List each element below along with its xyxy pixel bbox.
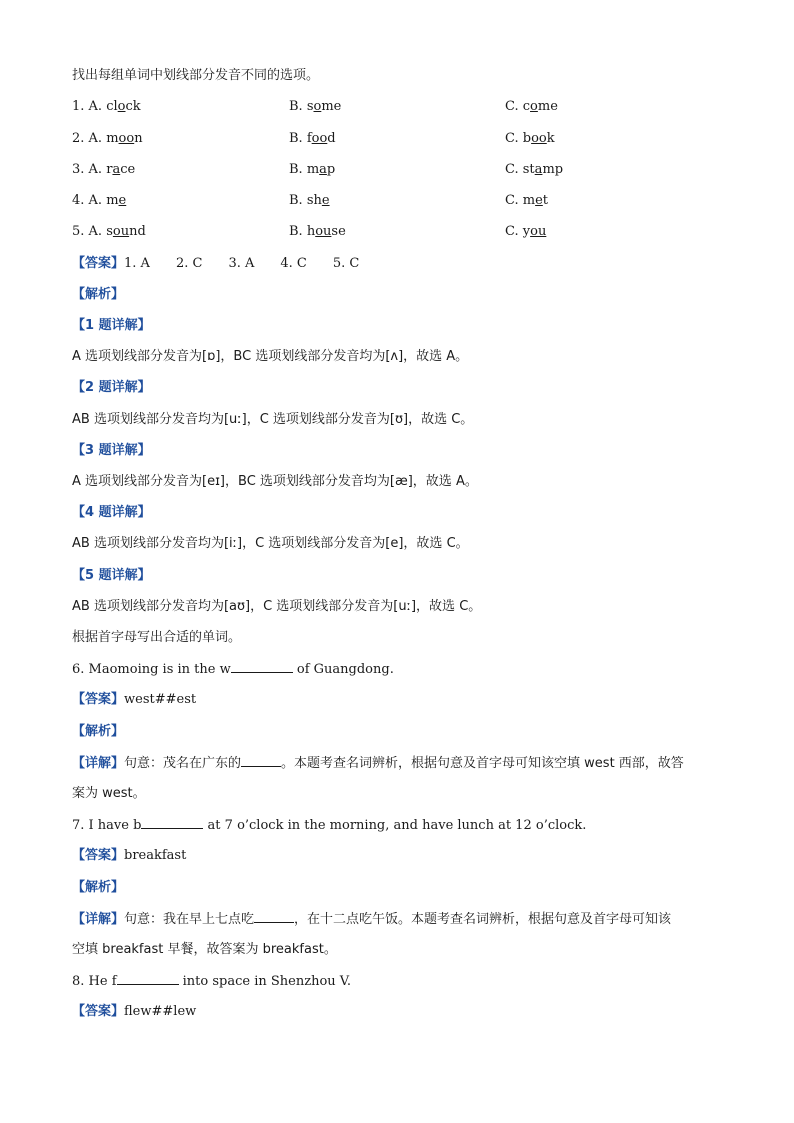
underlined-part: o [313, 99, 322, 114]
option-word [106, 193, 126, 208]
word-prefix: sh [306, 193, 322, 208]
word-suffix: k [546, 131, 555, 146]
word-prefix: c [522, 99, 531, 114]
option-word [307, 131, 336, 146]
q6-detail-tag: 【详解】 [72, 756, 125, 771]
option-letter: B. [289, 162, 303, 177]
underlined-part: e [535, 193, 543, 208]
word-prefix: m [106, 193, 119, 208]
underlined-part: oo [311, 131, 328, 146]
q8-text-before: 8. He f [72, 974, 117, 989]
option-word [307, 193, 330, 208]
underlined-part: o [117, 99, 126, 114]
q7-detail-pre: 句意：我在早上七点吃 [124, 912, 255, 927]
underlined-part: o [530, 99, 538, 114]
q7-text-after: at 7 o’clock in the morning, and have lunch at 12 o’clock. [203, 818, 587, 833]
word-suffix: mp [542, 162, 564, 177]
question-1-option-c [505, 97, 558, 117]
word-suffix: ce [120, 162, 136, 177]
underlined-part: oo [531, 131, 547, 146]
option-word [523, 193, 548, 208]
question-7 [72, 815, 586, 836]
word-suffix: t [542, 193, 549, 208]
option-letter: C. [505, 99, 519, 114]
question-6 [72, 659, 394, 680]
option-word [523, 162, 563, 177]
q6-answer-tag: 【答案】 [72, 692, 125, 707]
detail-4-tag: 【4 题详解】 [72, 505, 151, 520]
option-letter: B. [289, 193, 303, 208]
option-letter: A. [88, 162, 103, 177]
option-word [106, 224, 146, 239]
q8-blank [117, 971, 179, 985]
question-3-option-a [72, 160, 135, 180]
word-suffix: ck [125, 99, 141, 114]
question-number: 5. [72, 224, 85, 239]
question-3-option-c [505, 160, 563, 180]
q7-answer: breakfast [124, 848, 187, 863]
q6-detail-pre: 句意：茂名在广东的 [124, 756, 242, 771]
word-prefix: y [522, 224, 531, 239]
q6-text-before: 6. Maomoing is in the w [72, 662, 231, 677]
word-prefix: st [522, 162, 535, 177]
underlined-part: e [118, 193, 127, 208]
detail-1-text: A 选项划线部分发音为[ɒ]，BC 选项划线部分发音均为[ʌ]，故选 A。 [72, 349, 469, 364]
underlined-part: a [319, 162, 327, 177]
q8-answer-tag: 【答案】 [72, 1004, 125, 1019]
underlined-part: oo [118, 131, 135, 146]
word-prefix: h [306, 224, 316, 239]
detail-5-text: AB 选项划线部分发音均为[aʊ]，C 选项划线部分发音为[uː]，故选 C。 [72, 599, 482, 614]
q7-answer-line [72, 846, 186, 866]
detail-1-tag: 【1 题详解】 [72, 318, 151, 333]
question-5-option-c [505, 222, 546, 242]
answer-3: 3. A [228, 256, 255, 271]
answer-tag: 【答案】 [72, 256, 125, 271]
underlined-part: ou [112, 224, 130, 239]
option-letter: A. [88, 131, 103, 146]
q7-text-before: 7. I have b [72, 818, 142, 833]
q6-text-after: of Guangdong. [292, 662, 394, 677]
option-word [523, 99, 558, 114]
underlined-part: ou [315, 224, 332, 239]
question-2-option-b [289, 129, 336, 149]
q7-detail-line2: 空填 breakfast 早餐，故答案为 breakfast。 [72, 942, 337, 957]
q7-detail-blank [254, 909, 294, 923]
q6-detail [72, 753, 684, 774]
question-4-option-c [505, 191, 548, 211]
option-letter: C. [505, 131, 519, 146]
answer-5: 5. C [332, 256, 360, 271]
question-5-option-b [289, 222, 346, 242]
option-letter: C. [505, 162, 519, 177]
option-letter: A. [88, 224, 103, 239]
word-prefix: m [522, 193, 536, 208]
answer-2: 2. C [175, 256, 203, 271]
question-1-option-b [289, 97, 341, 117]
q8-text-after: into space in Shenzhou V. [178, 974, 352, 989]
question-4-option-a [72, 191, 126, 211]
question-number: 3. [72, 162, 85, 177]
q7-detail-post: ，在十二点吃午饭。本题考查名词辨析，根据句意及首字母可知该 [294, 912, 672, 927]
question-3-option-b [289, 160, 335, 180]
word-suffix: me [321, 99, 342, 114]
question-number: 4. [72, 193, 85, 208]
option-word [523, 224, 547, 239]
word-prefix: f [306, 131, 312, 146]
word-suffix: nd [129, 224, 146, 239]
word-prefix: m [306, 162, 320, 177]
word-prefix: s [106, 224, 113, 239]
option-letter: B. [289, 99, 303, 114]
word-suffix: d [327, 131, 336, 146]
word-prefix: r [106, 162, 113, 177]
question-8 [72, 971, 351, 992]
answer-4: 4. C [280, 256, 307, 271]
q7-detail [72, 909, 671, 930]
section1-instruction: 找出每组单词中划线部分发音不同的选项。 [72, 68, 320, 83]
word-suffix: n [134, 131, 143, 146]
word-prefix: b [522, 131, 532, 146]
word-prefix: m [106, 131, 119, 146]
underlined-part: e [321, 193, 330, 208]
word-suffix: se [331, 224, 346, 239]
detail-4-text: AB 选项划线部分发音均为[iː]，C 选项划线部分发音为[e]，故选 C。 [72, 536, 469, 551]
q6-detail-blank [241, 753, 281, 767]
question-4-option-b [289, 191, 330, 211]
word-prefix: cl [106, 99, 118, 114]
q8-answer: flew##lew [124, 1004, 197, 1019]
option-word [106, 131, 142, 146]
question-5-option-a [72, 222, 146, 242]
q7-answer-tag: 【答案】 [72, 848, 125, 863]
detail-3-tag: 【3 题详解】 [72, 443, 151, 458]
option-letter: B. [289, 131, 303, 146]
answer-1: 1. A [124, 256, 150, 271]
underlined-part: a [534, 162, 543, 177]
question-number: 1. [72, 99, 85, 114]
underlined-part: ou [530, 224, 547, 239]
word-suffix: p [326, 162, 336, 177]
word-prefix: s [306, 99, 314, 114]
q8-answer-line [72, 1002, 196, 1022]
detail-3-text: A 选项划线部分发音为[eɪ]，BC 选项划线部分发音均为[æ]，故选 A。 [72, 474, 478, 489]
q6-answer: west##est [124, 692, 197, 707]
q6-answer-line [72, 690, 196, 710]
detail-2-tag: 【2 题详解】 [72, 380, 151, 395]
option-letter: A. [88, 99, 103, 114]
question-1-option-a [72, 97, 141, 117]
option-letter: C. [505, 224, 519, 239]
q6-blank [231, 659, 293, 673]
option-letter: C. [505, 193, 519, 208]
option-word [106, 99, 140, 114]
q6-analysis-tag: 【解析】 [72, 724, 125, 739]
analysis-tag: 【解析】 [72, 287, 125, 302]
underlined-part: a [112, 162, 121, 177]
answer-line-1-5 [72, 254, 359, 274]
option-letter: B. [289, 224, 303, 239]
detail-2-text: AB 选项划线部分发音均为[uː]，C 选项划线部分发音为[ʊ]，故选 C。 [72, 412, 474, 427]
q7-blank [141, 815, 203, 829]
detail-5-tag: 【5 题详解】 [72, 568, 151, 583]
section2-instruction: 根据首字母写出合适的单词。 [72, 630, 242, 645]
question-number: 2. [72, 131, 85, 146]
q6-detail-line2: 案为 west。 [72, 786, 146, 801]
q7-detail-tag: 【详解】 [72, 912, 125, 927]
option-word [106, 162, 135, 177]
option-word [307, 224, 346, 239]
question-2-option-c [505, 129, 555, 149]
q7-analysis-tag: 【解析】 [72, 880, 125, 895]
option-word [523, 131, 555, 146]
option-letter: A. [88, 193, 103, 208]
q6-detail-post: 。本题考查名词辨析，根据句意及首字母可知该空填 west 西部，故答 [281, 756, 684, 771]
word-suffix: me [537, 99, 558, 114]
option-word [307, 162, 335, 177]
question-2-option-a [72, 129, 143, 149]
option-word [307, 99, 342, 114]
